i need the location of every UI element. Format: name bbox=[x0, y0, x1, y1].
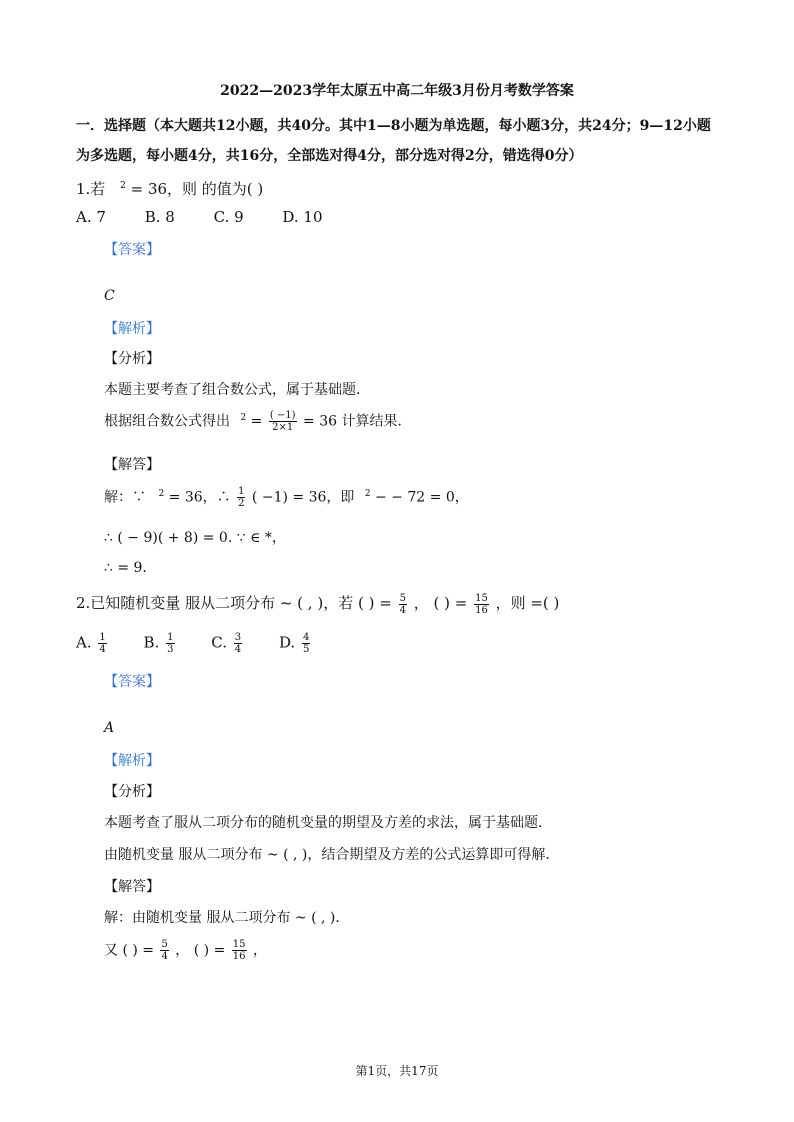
q2-option-d-den: 5 bbox=[302, 644, 310, 655]
q2-sol2-frac1-den: 4 bbox=[161, 951, 168, 962]
q2-solution-line2 bbox=[104, 939, 267, 962]
q2-stem-text-c: ，则 =( ) bbox=[495, 594, 560, 612]
q2-stem bbox=[76, 592, 559, 616]
q2-option-b-label: B. bbox=[143, 633, 160, 652]
q1-method-sup: 2 bbox=[240, 412, 247, 423]
q2-stem-frac1-den: 4 bbox=[399, 604, 406, 616]
q1-solution-line1 bbox=[104, 486, 469, 509]
q1-solution-line3: ∴ = 9． bbox=[104, 560, 157, 576]
q2-fenxi-tag: 【分析】 bbox=[104, 784, 160, 800]
q2-sol2-a: 又 ( ) = bbox=[104, 942, 155, 959]
q1-solution-line2: ∴ ( − 9)( + 8) = 0. ∵ ∈ *， bbox=[104, 530, 286, 546]
q2-option-c-den: 4 bbox=[234, 644, 242, 655]
q1-method-text-b: = 36 计算结果． bbox=[303, 413, 412, 430]
q1-sol1-b: = 36，∴ bbox=[168, 489, 231, 506]
q1-option-c: C. 9 bbox=[213, 208, 244, 226]
page-footer: 第1页，共17页 bbox=[355, 1064, 439, 1078]
q2-sol2-fraction-1 bbox=[160, 939, 168, 962]
q2-option-d-num: 4 bbox=[302, 632, 310, 643]
q1-option-b: B. 8 bbox=[144, 208, 175, 226]
q2-option-d bbox=[279, 632, 312, 655]
q2-stem-fraction-1 bbox=[399, 593, 407, 616]
section-header-line2: 为多选题，每小题4分，共16分，全部选对得4分，部分选对得2分，错选得0分） bbox=[76, 148, 583, 164]
q2-option-a-num: 1 bbox=[99, 632, 106, 643]
q1-method-text-a: 根据组合数公式得出 bbox=[104, 413, 230, 430]
q2-option-b-num: 1 bbox=[167, 632, 174, 643]
q2-stem-text-b: ， ( ) = bbox=[413, 594, 468, 612]
q2-answer-tag: 【答案】 bbox=[104, 674, 160, 690]
q2-sol2-frac1-num: 5 bbox=[161, 939, 168, 950]
q2-answer: A bbox=[104, 720, 115, 736]
q1-sol1-frac-num: 1 bbox=[238, 486, 245, 497]
q2-option-c-label: C. bbox=[211, 633, 227, 652]
q1-answer-tag: 【答案】 bbox=[104, 242, 160, 258]
q1-method-eq: = bbox=[250, 413, 263, 430]
q2-option-c bbox=[211, 632, 244, 655]
q2-sol2-c: ， bbox=[252, 942, 267, 959]
q1-sol1-c: ( −1) = 36，即 bbox=[251, 489, 355, 506]
q2-jieda-tag: 【解答】 bbox=[104, 879, 160, 895]
q1-stem-sup: 2 bbox=[120, 181, 126, 191]
q1-method bbox=[104, 410, 411, 433]
q2-option-b-den: 3 bbox=[167, 644, 174, 655]
q2-fenxi-text: 本题考查了服从二项分布的随机变量的期望及方差的求法，属于基础题． bbox=[104, 815, 552, 831]
q1-stem bbox=[76, 178, 263, 199]
q1-sol1-sup2: 2 bbox=[364, 488, 371, 499]
q2-sol2-b: ， ( ) = bbox=[175, 942, 226, 959]
q2-option-a-label: A. bbox=[76, 633, 92, 652]
q2-method: 由随机变量 服从二项分布 ~ ( , )，结合期望及方差的公式运算即可得解． bbox=[104, 847, 560, 863]
q1-answer: C bbox=[104, 288, 115, 304]
q2-stem-frac2-den: 16 bbox=[475, 604, 488, 616]
q1-sol1-sup: 2 bbox=[158, 488, 165, 499]
q2-option-c-num: 3 bbox=[234, 632, 242, 643]
q2-sol2-fraction-2 bbox=[232, 939, 247, 962]
q2-stem-frac2-num: 15 bbox=[475, 592, 488, 604]
q1-options bbox=[76, 208, 357, 226]
q2-analysis-tag: 【解析】 bbox=[104, 753, 160, 769]
q1-analysis-tag: 【解析】 bbox=[104, 321, 160, 337]
q1-method-frac-den: 2×1 bbox=[272, 422, 294, 433]
section-header-line1: 一．选择题（本大题共12小题，共40分。其中1—8小题为单选题，每小题3分，共24分；9—12小题 bbox=[76, 118, 711, 134]
q2-sol2-frac2-den: 16 bbox=[232, 951, 246, 962]
q1-jieda-tag: 【解答】 bbox=[104, 457, 160, 473]
q2-stem-frac1-num: 5 bbox=[399, 592, 406, 604]
q1-sol1-frac-den: 2 bbox=[238, 498, 245, 509]
q2-stem-text-a: 2.已知随机变量 服从二项分布 ~ ( , )，若 ( ) = bbox=[76, 594, 392, 612]
q2-option-a-den: 4 bbox=[99, 644, 106, 655]
q2-solution-line1: 解：由随机变量 服从二项分布 ~ ( , )． bbox=[104, 910, 350, 926]
q1-sol1-a: 解：∵ bbox=[104, 489, 146, 506]
q2-sol2-frac2-num: 15 bbox=[232, 939, 246, 950]
q1-sol1-fraction bbox=[237, 486, 245, 509]
page-title: 2022—2023学年太原五中高二年级3月份月考数学答案 bbox=[220, 83, 574, 99]
q1-fenxi-tag: 【分析】 bbox=[104, 351, 160, 367]
q1-option-d: D. 10 bbox=[282, 208, 323, 226]
q1-option-a: A. 7 bbox=[76, 208, 106, 226]
q1-sol1-d: − − 72 = 0， bbox=[375, 489, 469, 506]
q2-stem-fraction-2 bbox=[474, 593, 489, 616]
q1-stem-text-a: 1.若 bbox=[76, 180, 106, 198]
q1-fenxi-text: 本题主要考查了组合数公式，属于基础题． bbox=[104, 382, 370, 398]
q2-option-d-label: D. bbox=[278, 633, 296, 652]
q1-stem-text-b: = 36，则 的值为( ) bbox=[130, 180, 264, 198]
q1-method-frac-num: ( −1) bbox=[269, 410, 296, 421]
q2-option-b bbox=[144, 632, 177, 655]
q1-method-fraction bbox=[269, 410, 297, 433]
q2-options bbox=[76, 632, 346, 655]
q2-option-a bbox=[76, 632, 109, 655]
